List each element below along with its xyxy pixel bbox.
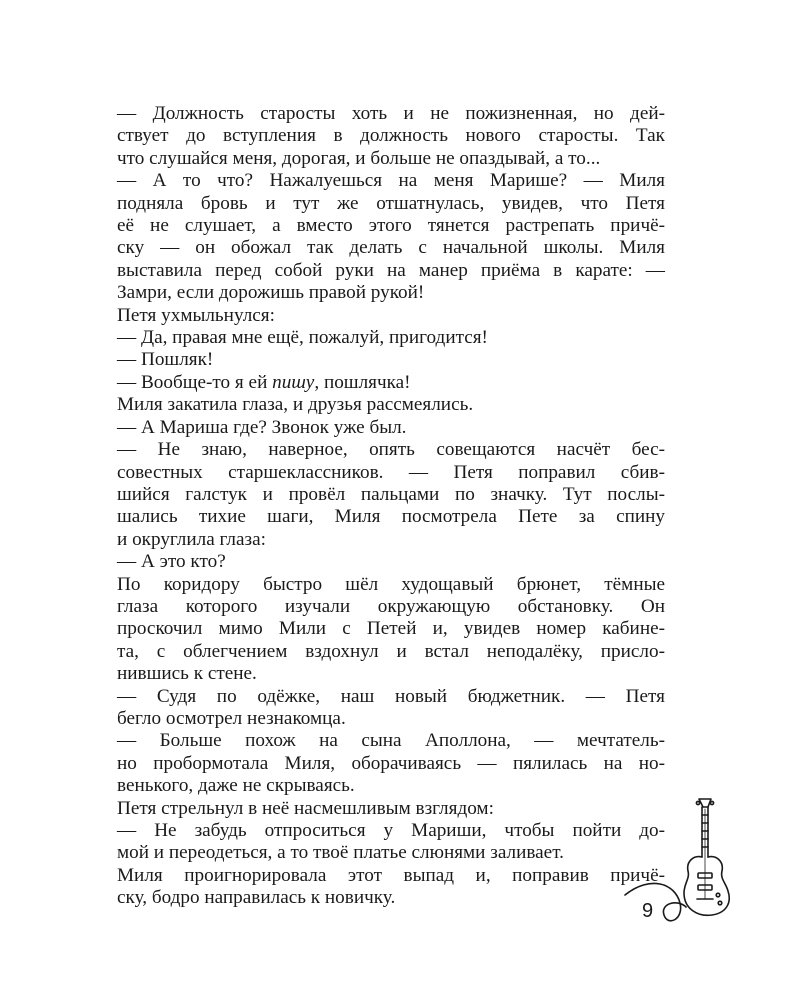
text-line: Замри, если дорожишь правой рукой! <box>117 282 425 304</box>
text-line: Миля закатила глаза, и друзья рассмеялись. <box>117 394 474 416</box>
text-line: — Судя по одёжке, наш новый бюджетник. — Петя <box>117 685 665 707</box>
text-line: — А это кто? <box>117 551 226 573</box>
text-line: совестных старшеклассников. — Петя поправил сбив- <box>117 461 665 483</box>
text-line: ствует до вступления в должность нового старосты. Так <box>117 125 665 147</box>
paragraph-9 <box>117 439 665 551</box>
paragraph-16 <box>117 865 665 910</box>
text-line: — Не знаю, наверное, опять совещаются насчёт бес- <box>117 439 665 461</box>
text-line: что слушайся меня, дорогая, и больше не опаздывай, а то... <box>117 147 601 169</box>
text-line: — Не забудь отпроситься у Мариши, чтобы пойти до- <box>117 820 665 841</box>
paragraph-8 <box>117 417 665 439</box>
swirl-line <box>625 883 686 920</box>
text-line: мой и переодеться, а то твоё платье слюнями заливает. <box>117 842 564 864</box>
text-line: — Да, правая мне ещё, пожалуй, пригодится! <box>117 327 488 349</box>
text-line: но пробормотала Миля, оборачиваясь — пялилась на но- <box>117 752 665 774</box>
paragraph-11 <box>117 574 665 686</box>
text-line: венького, даже не скрываясь. <box>117 775 355 797</box>
paragraph-7 <box>117 394 665 416</box>
text-segment: — Вообще-то я ей <box>117 371 273 393</box>
italic-word: пишу <box>272 371 315 393</box>
text-segment: , пошлячка! <box>314 371 411 393</box>
paragraph-10 <box>117 551 665 573</box>
text-line: По коридору быстро шёл худощавый брюнет, тёмные <box>117 573 665 595</box>
text-line: ску, бодро направилась к новичку. <box>117 887 396 909</box>
paragraph-3 <box>117 305 665 327</box>
text-line: шийся галстук и провёл пальцами по значку. Тут послы- <box>117 483 665 505</box>
text-line: шались тихие шаги, Миля посмотрела Пете за спину <box>117 506 665 528</box>
text-line: глаза которого изучали окружающую обстановку. Он <box>117 595 665 617</box>
paragraph-12 <box>117 686 665 731</box>
text-line <box>117 372 665 394</box>
page-number: 9 <box>642 900 654 922</box>
paragraph-5 <box>117 349 665 371</box>
paragraph-13 <box>117 730 665 797</box>
text-line: Миля проигнорировала этот выпад и, поправив причё- <box>117 864 665 886</box>
paragraph-6 <box>117 372 665 394</box>
text-line: — А то что? Нажалуешься на меня Марише? — Миля <box>117 170 665 192</box>
text-line: Петя ухмыльнулся: <box>117 304 275 326</box>
paragraph-1 <box>117 103 665 170</box>
text-line: — А Мариша где? Звонок уже был. <box>117 416 407 438</box>
text-line: и округлила глаза: <box>117 528 266 550</box>
paragraph-14 <box>117 798 665 820</box>
text-line: — Пошляк! <box>117 349 214 371</box>
paragraph-4 <box>117 327 665 349</box>
text-line: ску — он обожал так делать с начальной школы. Миля <box>117 237 665 259</box>
book-text <box>117 103 665 910</box>
text-line: та, с облегчением вздохнул и встал неподалёку, присло- <box>117 640 665 662</box>
text-line: — Больше похож на сына Аполлона, — мечтатель- <box>117 730 665 752</box>
text-line: Петя стрельнул в неё насмешливым взглядом: <box>117 797 494 819</box>
paragraph-15 <box>117 820 665 865</box>
text-line: проскочил мимо Мили с Петей и, увидев номер кабине- <box>117 618 665 640</box>
text-line: её не слушает, а вместо этого тянется растрепать причё- <box>117 215 665 237</box>
paragraph-2 <box>117 170 665 304</box>
text-line: бегло осмотрел незнакомца. <box>117 707 346 729</box>
text-line: — Должность старосты хоть и не пожизненная, но дей- <box>117 103 665 124</box>
text-line: выставила перед собой руки на манер приёма в карате: — <box>117 259 665 281</box>
text-line: нившись к стене. <box>117 663 257 685</box>
text-line: подняла бровь и тут же отшатнулась, увидев, что Петя <box>117 192 665 214</box>
